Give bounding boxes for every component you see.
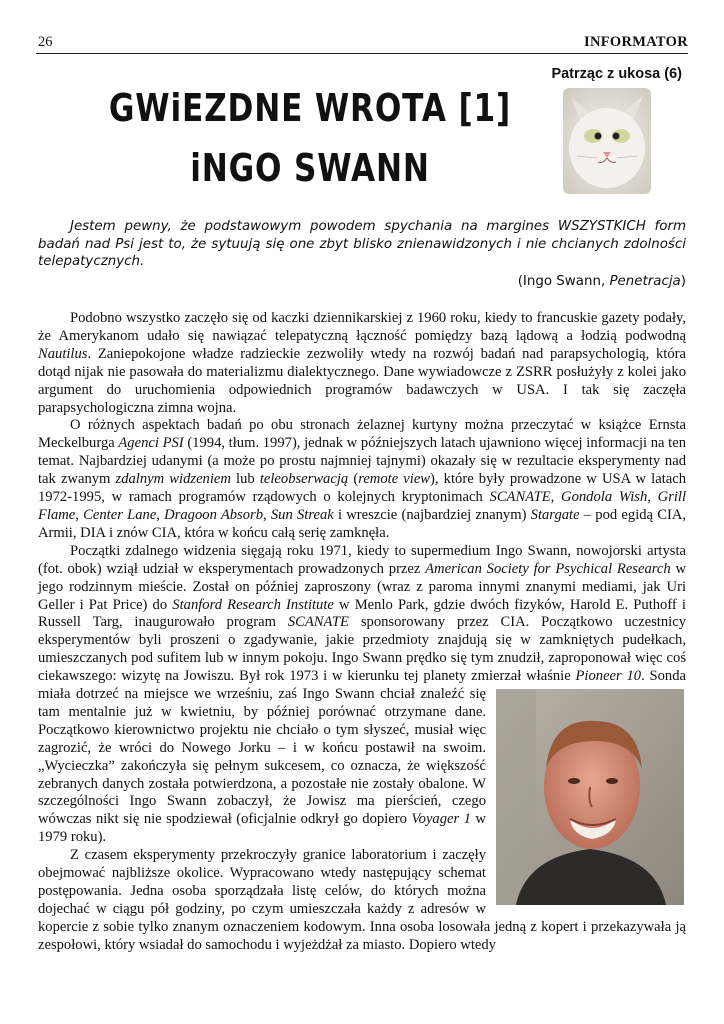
cat-image [563,88,651,194]
portrait-frame [496,689,686,907]
paragraph-2: O różnych aspektach badań po obu stronach żelaznej kurtyny można przeczytać w książce Ernsta Meckelburga Agenci PSI (1994, tłum. 1997), jednak w późniejszych latach ujawniono więcej informacji na ten temat. Najbardziej udanymi (a może po prostu najmniej tajnymi) okazały się w rezultacie eksperymenty nad tak zwanym zdalnym widzeniem lub teleobserwacją (remote view), które były prowadzone w USA w latach 1972-1995, w ramach programów rządowych o kolejnych kryptonimach SCANATE, Gondola Wish, Grill Flame, Center Lane, Dragoon Absorb, Sun Streak i wreszcie (najbardziej znanym) Stargate – pod egidą CIA, Armii, DIA i znów CIA, która w końcu całą serię zamknęła. [38,417,687,541]
paragraph-4: Z czasem eksperymenty przekroczyły granice laboratorium i zaczęły obejmować najbliższe okolice. Wypracowano wtedy następujący schemat postępowania. Jedna osoba sporządzała listę celów, do których można dojechać w ciągu pół godziny, po czym umieszczała każdy z adresów w kopercie z sobie tylko znanym oznaczeniem kodowym. Inna osoba losowała jedną z kopert i przekazywała ją zespołowi, który wsiadał do samochodu i wyjeżdżał za miasto. Dopiero wtedy [38,847,686,953]
article-title-line-2: iNGO SWANN [190,146,430,190]
cross-eyed-cat-photo [563,88,651,194]
paragraph-1: Podobno wszystko zaczęło się od kaczki dziennikarskiej z 1960 roku, kiedy to francuskie gazety podały, że Amerykanom udało się nawiązać telepatyczną łączność pomiędzy bazą lądową a łodzią podwodną Nautilus. Zaniepokojone władze radzieckie zezwoliły wtedy na rozwój badań nad parapsychologią, która dotąd nijak nie pasowała do materializmu dialektycznego. Dane wywiadowcze z ZSRR posłużyły z kolei jako argument do uruchomienia odpowiednich programów badawczych w USA. I tak się zaczęła parapsychologiczna zimna wojna. [38,310,686,416]
paragraph-3: Początki zdalnego widzenia sięgają roku 1971, kiedy to supermedium Ingo Swann, nowojorski artysta (fot. obok) wziął udział w eksperymentach prowadzonych przez American Society for Psychical Research w jego rodzinnym mieście. Został on później zaproszony (wraz z paroma innymi znanymi mediami, jak Uri Geller i Pat Price) do Stanford Research Institute w Menlo Park, gdzie dwóch fizyków, Harold E. Puthoff i Russell Targ, inaugurowało program SCANATE sponsorowany przez CIA. Początkowo uczestnicy eksperymentów byli proszeni o zgadywanie, jakie przedmioty znajdują się w zamkniętych pudełkach, umieszczanych pod sufitem lub w innym pokoju. Ingo Swann prędko się tym znudził, zaproponował więc coś ciekawszego: wizytę na Jowiszu. Był rok 1973 i w kierunku tej planety zmierzał właśnie Pioneer 10. Sonda miała dotrzeć na miejsce we wrześniu, zaś Ingo Swann chciał znaleźć się tam mentalnie już w kwietniu, by później porównać otrzymane dane. Początkowo kierownictwo projektu nie chciało o tym słyszeć, musiał więc zagrozić, że wróci do Nowego Jorku – i w końcu postawił na swoim. „Wycieczka” zakończyła się pełnym sukcesem, co oznacza, że większość zebranych danych została potwierdzona, a pozostałe nie zostały obalone. W szczególności Ingo Swann zobaczył, że Jowisz ma pierścień, czego wówczas nikt się nie spodziewał (oficjalnie odkrył go dopiero Voyager 1 w 1979 roku). [38,543,686,847]
section-title: INFORMATOR [584,34,688,50]
series-label: Patrząc z ukosa (6) [551,66,682,82]
portrait-image [496,689,684,905]
article-body [38,310,686,955]
epigraph: Jestem pewny, że podstawowym powodem spychania na margines WSZYSTKICH form badań nad Psi jest to, że sytuują się one zbyt blisko znienawidzonych i nie chcianych zdolności telepatycznych. [38,219,686,270]
ingo-swann-portrait [496,689,684,905]
running-header [36,34,688,54]
epigraph-source: (Ingo Swann, Penetracja) [517,274,686,289]
page-number: 26 [38,34,53,50]
epigraph-source-title: Penetracja [609,274,681,289]
article-title-line-1: GWiEZDNE WROTA [1] [108,86,512,130]
